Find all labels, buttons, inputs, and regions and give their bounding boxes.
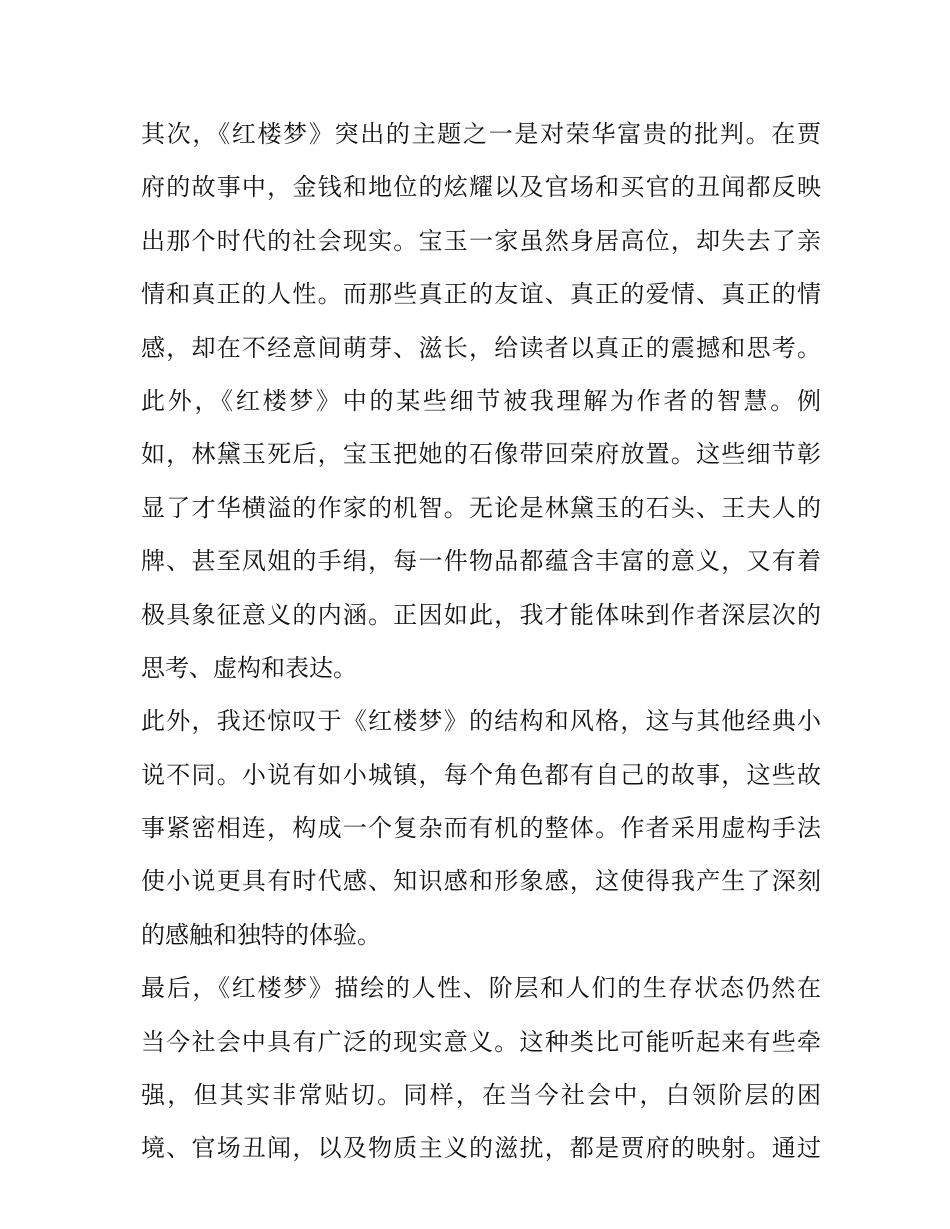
text-line: 使小说更具有时代感、知识感和形象感，这使得我产生了深刻 xyxy=(141,867,821,896)
body-text xyxy=(141,108,821,1176)
text-line: 感，却在不经意间萌芽、滋长，给读者以真正的震撼和思考。 xyxy=(141,333,821,362)
text-line: 如，林黛玉死后，宝玉把她的石像带回荣府放置。这些细节彰 xyxy=(141,440,821,469)
text-line: 事紧密相连，构成一个复杂而有机的整体。作者采用虚构手法 xyxy=(141,814,821,843)
text-line: 出那个时代的社会现实。宝玉一家虽然身居高位，却失去了亲 xyxy=(141,226,821,255)
text-line: 说不同。小说有如小城镇，每个角色都有自己的故事，这些故 xyxy=(141,760,821,789)
text-line: 此外，《红楼梦》中的某些细节被我理解为作者的智慧。例 xyxy=(141,386,821,415)
text-line: 当今社会中具有广泛的现实意义。这种类比可能听起来有些牵 xyxy=(141,1027,821,1056)
text-line: 极具象征意义的内涵。正因如此，我才能体味到作者深层次的 xyxy=(141,600,821,629)
text-line: 牌、甚至凤姐的手绢，每一件物品都蕴含丰富的意义，又有着 xyxy=(141,547,821,576)
text-line: 其次，《红楼梦》突出的主题之一是对荣华富贵的批判。在贾 xyxy=(141,120,821,148)
text-line: 强，但其实非常贴切。同样，在当今社会中，白领阶层的困 xyxy=(141,1081,821,1110)
text-line: 最后，《红楼梦》描绘的人性、阶层和人们的生存状态仍然在 xyxy=(141,974,821,1003)
text-line: 思考、虚构和表达。 xyxy=(141,653,357,682)
text-line: 此外，我还惊叹于《红楼梦》的结构和风格，这与其他经典小 xyxy=(141,707,821,736)
text-line: 情和真正的人性。而那些真正的友谊、真正的爱情、真正的情 xyxy=(141,280,821,309)
text-line: 境、官场丑闻，以及物质主义的滋扰，都是贾府的映射。通过 xyxy=(141,1134,821,1163)
text-line: 府的故事中，金钱和地位的炫耀以及官场和买官的丑闻都反映 xyxy=(141,173,821,202)
text-line: 的感触和独特的体验。 xyxy=(141,920,381,949)
text-line: 显了才华横溢的作家的机智。无论是林黛玉的石头、王夫人的 xyxy=(141,493,821,522)
